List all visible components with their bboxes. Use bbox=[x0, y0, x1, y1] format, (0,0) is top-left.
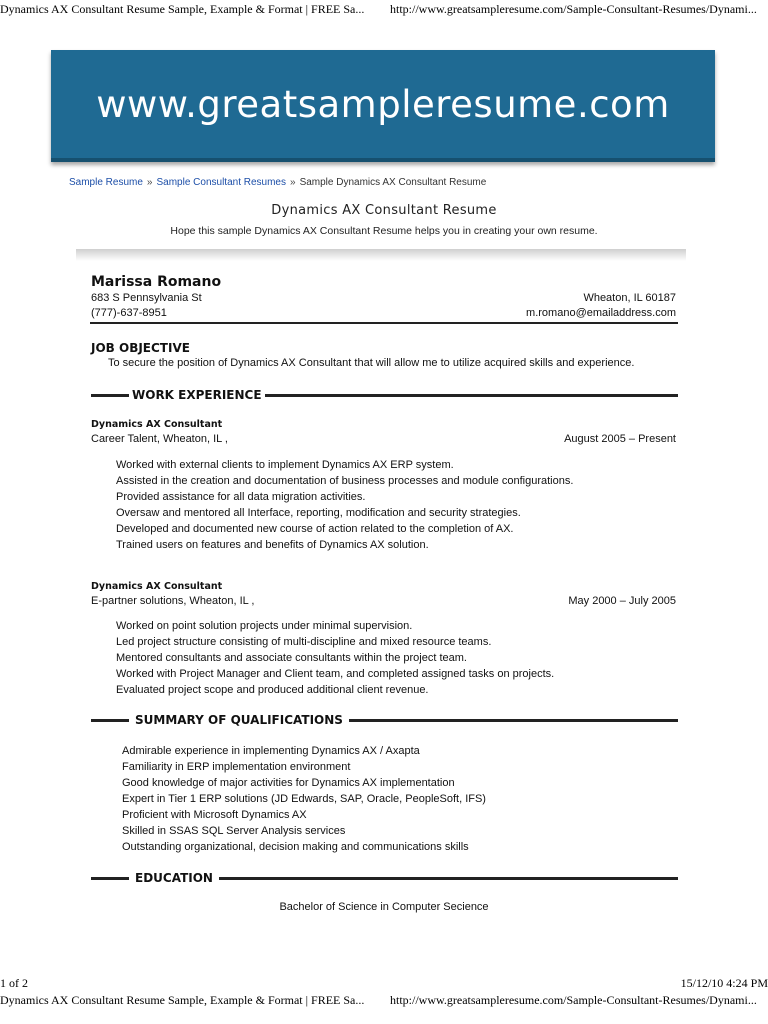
list-item: Proficient with Microsoft Dynamics AX bbox=[122, 809, 307, 821]
list-item: Assisted in the creation and documentation of business processes and module configurations. bbox=[116, 475, 574, 487]
job-title: Dynamics AX Consultant bbox=[91, 419, 223, 430]
print-footer-title: Dynamics AX Consultant Resume Sample, Example & Format | FREE Sa... bbox=[0, 993, 365, 1007]
job-dates: August 2005 – Present bbox=[564, 433, 676, 445]
qualifications-heading: SUMMARY OF QUALIFICATIONS bbox=[135, 713, 343, 727]
resume-email: m.romano@emailaddress.com bbox=[526, 307, 676, 319]
list-item: Familiarity in ERP implementation environment bbox=[122, 761, 351, 773]
work-experience-header bbox=[91, 387, 678, 403]
resume-sheet-edge bbox=[76, 249, 686, 261]
list-item: Trained users on features and benefits of Dynamics AX solution. bbox=[116, 539, 429, 551]
print-footer-url: http://www.greatsampleresume.com/Sample-Consultant-Resumes/Dynami... bbox=[390, 993, 757, 1007]
job-company: E-partner solutions, Wheaton, IL , bbox=[91, 595, 255, 607]
print-header bbox=[0, 2, 768, 18]
print-page-number: 1 of 2 bbox=[0, 976, 28, 990]
job-duties-list bbox=[116, 618, 554, 698]
breadcrumb-current: Sample Dynamics AX Consultant Resume bbox=[299, 177, 487, 188]
list-item: Admirable experience in implementing Dynamics AX / Axapta bbox=[122, 745, 420, 757]
list-item: Expert in Tier 1 ERP solutions (JD Edwards, SAP, Oracle, PeopleSoft, IFS) bbox=[122, 793, 486, 805]
education-degree: Bachelor of Science in Computer Secience bbox=[279, 901, 489, 913]
print-header-url: http://www.greatsampleresume.com/Sample-Consultant-Resumes/Dynami... bbox=[390, 2, 757, 16]
list-item: Oversaw and mentored all Interface, reporting, modification and security strategies. bbox=[116, 507, 521, 519]
job-duties-list bbox=[116, 457, 573, 553]
section-rule-left bbox=[91, 719, 129, 722]
breadcrumb-separator: » bbox=[146, 177, 153, 188]
list-item: Outstanding organizational, decision making and communications skills bbox=[122, 841, 469, 853]
list-item: Evaluated project scope and produced additional client revenue. bbox=[116, 684, 429, 696]
page-subtitle: Hope this sample Dynamics AX Consultant Resume helps you in creating your own resume. bbox=[170, 225, 598, 237]
list-item: Provided assistance for all data migration activities. bbox=[116, 491, 366, 503]
education-heading: EDUCATION bbox=[135, 871, 213, 885]
print-footer bbox=[0, 976, 768, 992]
list-item: Worked with external clients to implement Dynamics AX ERP system. bbox=[116, 459, 454, 471]
list-item: Skilled in SSAS SQL Server Analysis services bbox=[122, 825, 346, 837]
job-company: Career Talent, Wheaton, IL , bbox=[91, 433, 228, 445]
print-datetime: 15/12/10 4:24 PM bbox=[680, 976, 768, 990]
resume-name: Marissa Romano bbox=[91, 274, 222, 290]
page-title: Dynamics AX Consultant Resume bbox=[271, 203, 497, 218]
education-header bbox=[91, 870, 678, 886]
section-rule-left bbox=[91, 877, 129, 880]
site-banner[interactable] bbox=[51, 50, 715, 162]
breadcrumb-link-consultant-resumes[interactable]: Sample Consultant Resumes bbox=[156, 177, 286, 188]
qualifications-list bbox=[122, 743, 486, 855]
objective-heading: JOB OBJECTIVE bbox=[91, 341, 190, 355]
section-rule-right bbox=[265, 394, 678, 397]
list-item: Developed and documented new course of action related to the completion of AX. bbox=[116, 523, 514, 535]
list-item: Worked with Project Manager and Client team, and completed assigned tasks on projects. bbox=[116, 668, 555, 680]
section-rule-right bbox=[219, 877, 678, 880]
site-logo-text: www.greatsampleresume.com bbox=[96, 82, 670, 126]
qualifications-header bbox=[91, 712, 678, 728]
breadcrumb bbox=[69, 177, 486, 188]
work-experience-heading: WORK EXPERIENCE bbox=[132, 388, 262, 402]
list-item: Worked on point solution projects under minimal supervision. bbox=[116, 620, 413, 632]
job-dates: May 2000 – July 2005 bbox=[568, 595, 676, 607]
breadcrumb-separator: » bbox=[290, 177, 296, 188]
print-footer-url-line bbox=[0, 993, 768, 1009]
print-header-title: Dynamics AX Consultant Resume Sample, Example & Format | FREE Sa... bbox=[0, 2, 365, 16]
breadcrumb-link-sample-resume[interactable]: Sample Resume bbox=[69, 177, 143, 188]
resume-city: Wheaton, IL 60187 bbox=[583, 292, 676, 304]
list-item: Led project structure consisting of multi-discipline and mixed resource teams. bbox=[116, 636, 492, 648]
resume-address: 683 S Pennsylvania St bbox=[91, 292, 202, 304]
resume-phone: (777)-637-8951 bbox=[91, 307, 167, 319]
section-rule-right bbox=[349, 719, 678, 722]
contact-divider bbox=[90, 322, 678, 324]
list-item: Good knowledge of major activities for Dynamics AX implementation bbox=[122, 777, 455, 789]
section-rule-left bbox=[91, 394, 129, 397]
objective-text: To secure the position of Dynamics AX Consultant that will allow me to utilize acquired skills and experience. bbox=[108, 357, 635, 369]
list-item: Mentored consultants and associate consultants within the project team. bbox=[116, 652, 467, 664]
job-title: Dynamics AX Consultant bbox=[91, 581, 223, 592]
